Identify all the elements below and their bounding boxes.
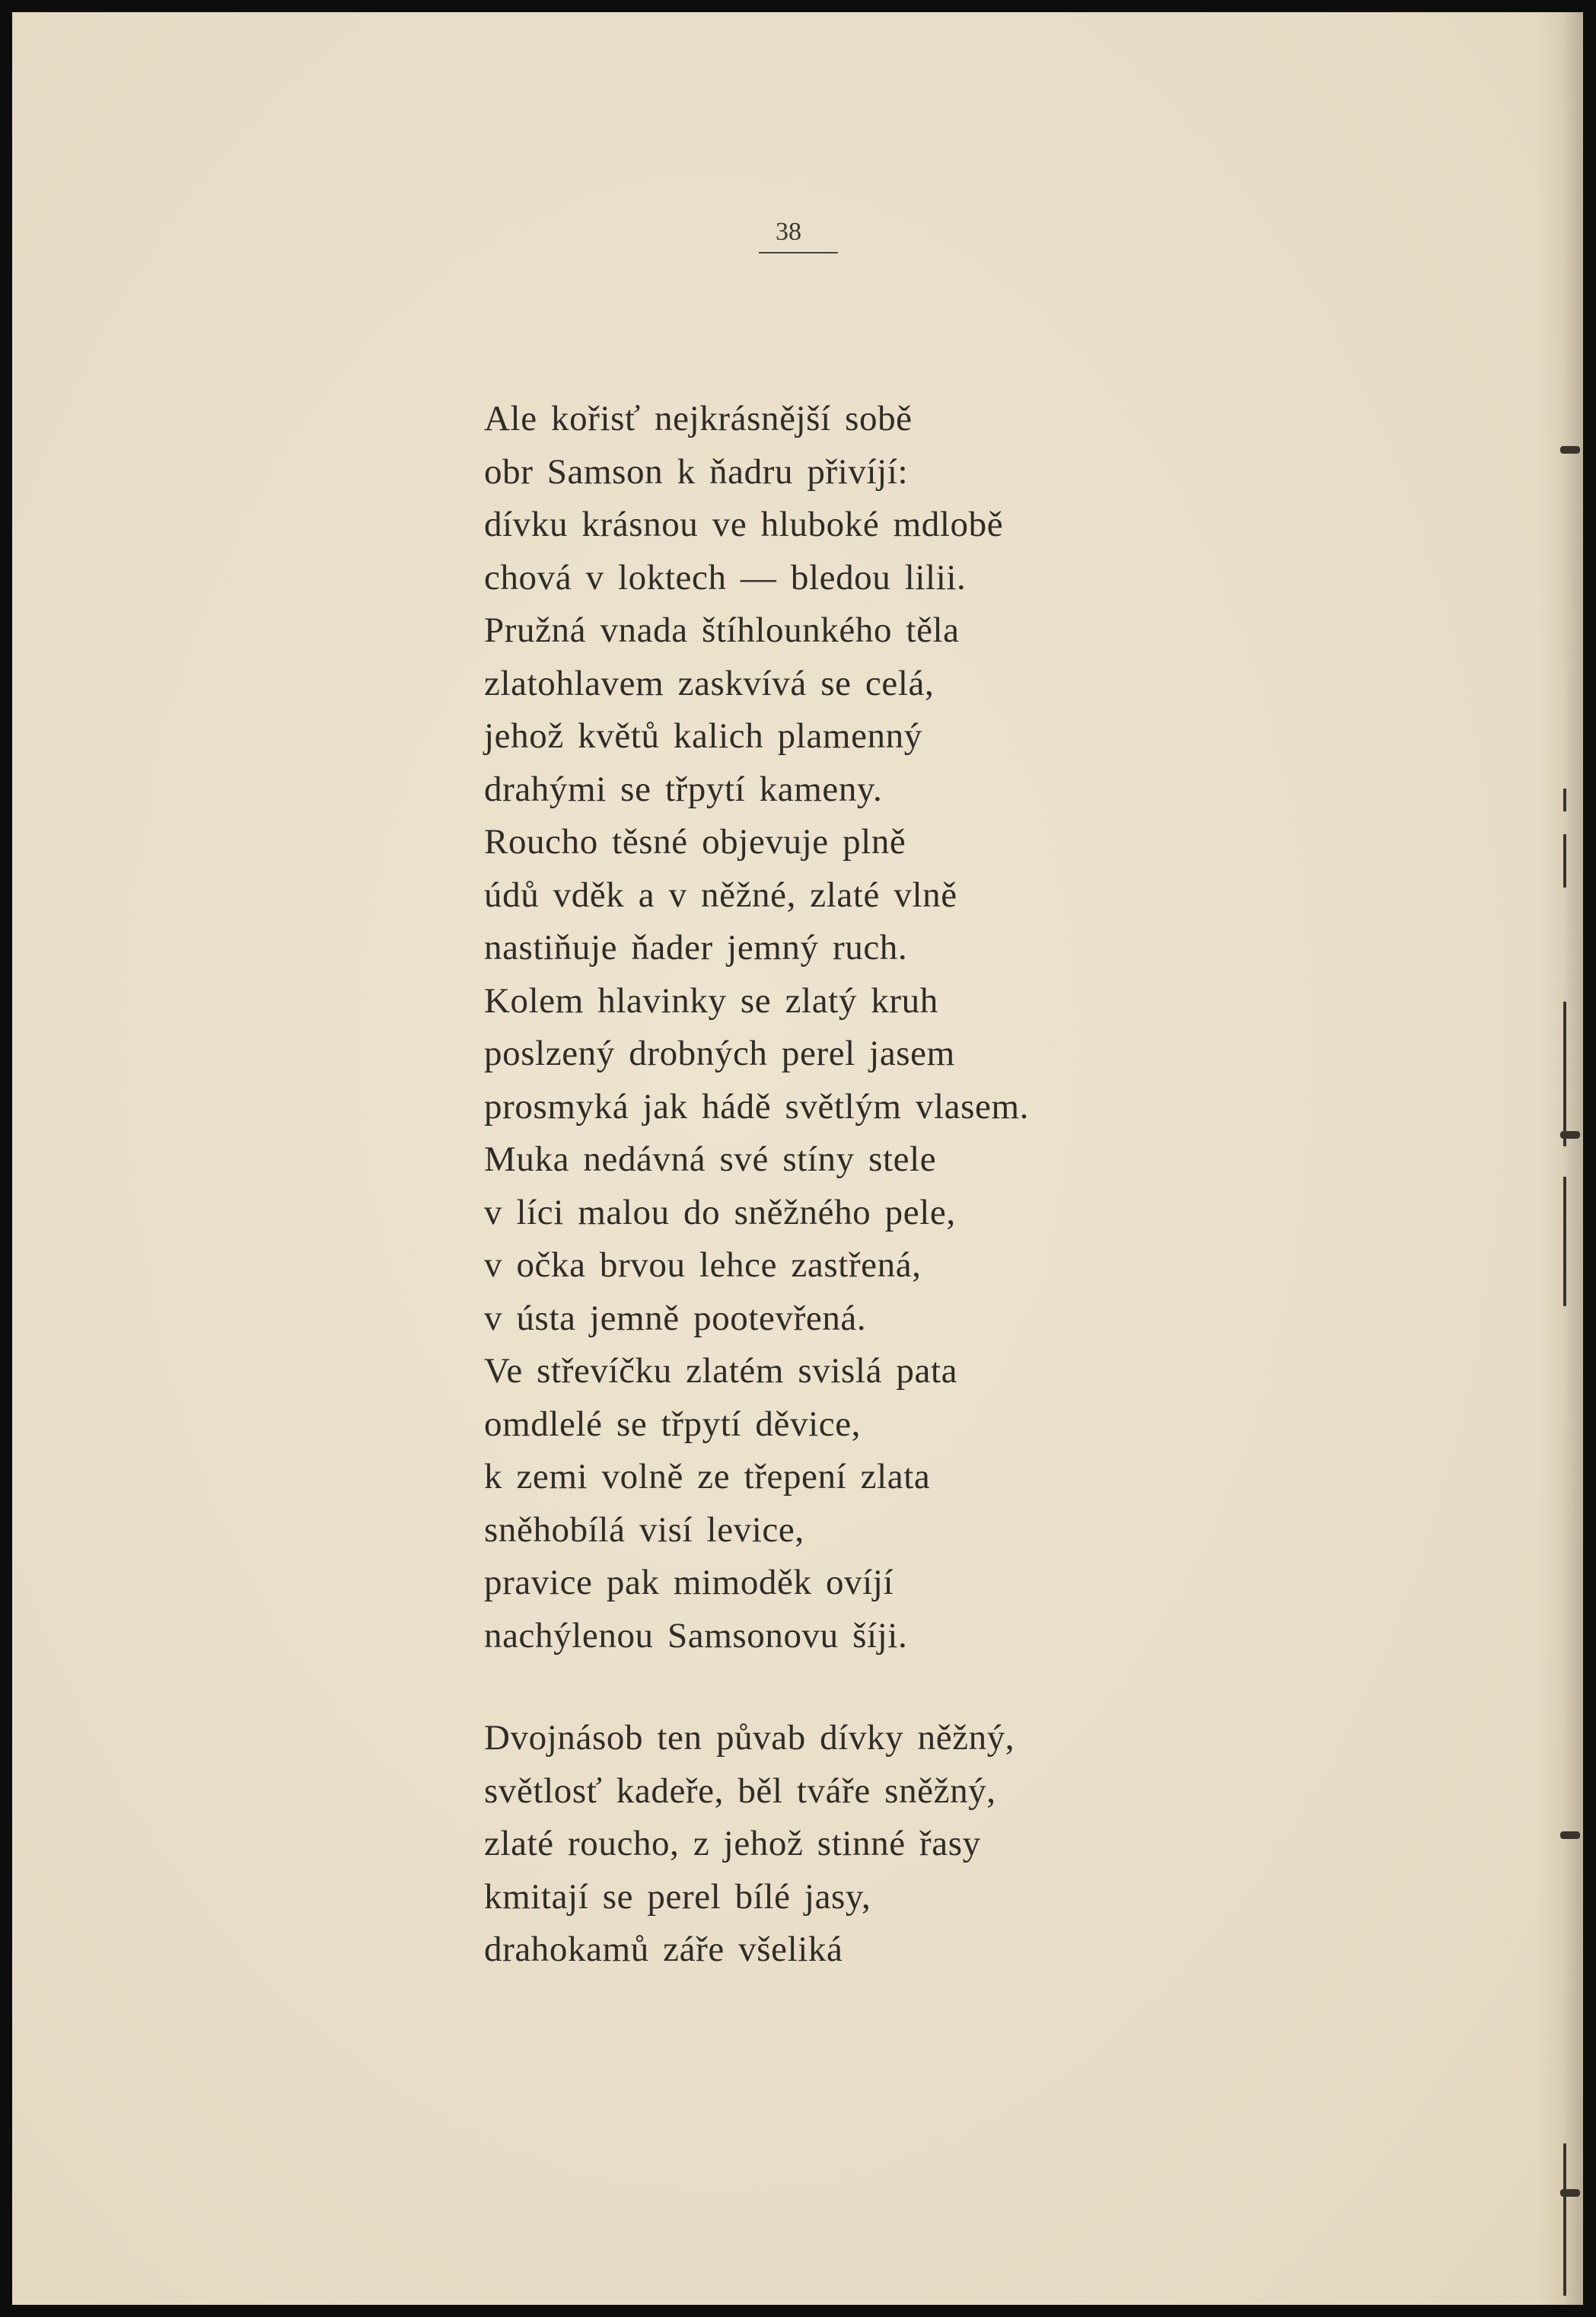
- page-edge-mark: [1560, 446, 1580, 454]
- poem-line: nastiňuje ňader jemný ruch.: [484, 928, 908, 967]
- page-edge-mark: [1563, 1177, 1566, 1306]
- poem-line: kmitají se perel bílé jasy,: [484, 1876, 871, 1917]
- poem-line: k zemi volně ze třepení zlata: [484, 1457, 931, 1496]
- poem-line: zlaté roucho, z jehož stinné řasy: [484, 1824, 981, 1863]
- poem-line: Muka nedávná své stíny stele: [484, 1139, 937, 1179]
- page-edge-mark: [1560, 1831, 1580, 1839]
- page-edge-mark: [1563, 834, 1566, 888]
- page-edge-mark: [1560, 1131, 1580, 1139]
- poem-line: jehož květů kalich plamenný: [484, 716, 922, 756]
- poem-line: omdlelé se třpytí děvice,: [484, 1404, 862, 1444]
- page-edge-shadow: [1537, 12, 1583, 2305]
- page-number: 38: [776, 218, 801, 246]
- poem-line: sněhobílá visí levice,: [484, 1509, 804, 1550]
- poem-line: Dvojnásob ten půvab dívky něžný,: [484, 1718, 1015, 1758]
- page-number-rule: [759, 252, 838, 253]
- poem-line: Kolem hlavinky se zlatý kruh: [484, 980, 938, 1021]
- poem-line: Ale kořisť nejkrásnější sobě: [484, 399, 913, 438]
- poem-line: chová v loktech — bledou lilii.: [484, 557, 967, 598]
- page-edge-mark: [1563, 789, 1566, 811]
- page-edge-mark: [1563, 2143, 1566, 2296]
- poem-stanza-1: [484, 393, 1029, 1662]
- poem-stanza-2: [484, 1712, 1015, 1977]
- poem-line: světlosť kadeře, běl tváře sněžný,: [484, 1770, 996, 1811]
- poem-line: obr Samson k ňadru přivíjí:: [484, 451, 909, 492]
- poem-line: v líci malou do sněžného pele,: [484, 1192, 956, 1232]
- poem-line: Ve střevíčku zlatém svislá pata: [484, 1351, 958, 1391]
- book-page: [12, 12, 1583, 2305]
- poem-line: údů vděk a v něžné, zlaté vlně: [484, 875, 957, 915]
- poem-line: Roucho těsné objevuje plně: [484, 822, 906, 862]
- poem-line: dívku krásnou ve hluboké mdlobě: [484, 505, 1004, 544]
- page-edge-mark: [1560, 2189, 1580, 2197]
- page-edge-mark: [1563, 1002, 1566, 1146]
- poem-line: prosmyká jak hádě světlým vlasem.: [484, 1086, 1030, 1127]
- poem-line: drahými se třpytí kameny.: [484, 769, 883, 809]
- poem-line: v očka brvou lehce zastřená,: [484, 1245, 922, 1285]
- poem-line: nachýlenou Samsonovu šíji.: [484, 1615, 908, 1656]
- poem-line: pravice pak mimoděk ovíjí: [484, 1563, 894, 1602]
- poem-line: zlatohlavem zaskvívá se celá,: [484, 663, 935, 703]
- poem-line: v ústa jemně pootevřená.: [484, 1298, 867, 1338]
- poem-line: drahokamů záře všeliká: [484, 1930, 843, 1969]
- poem-line: Pružná vnada štíhlounkého těla: [484, 610, 960, 650]
- poem-line: poslzený drobných perel jasem: [484, 1034, 955, 1073]
